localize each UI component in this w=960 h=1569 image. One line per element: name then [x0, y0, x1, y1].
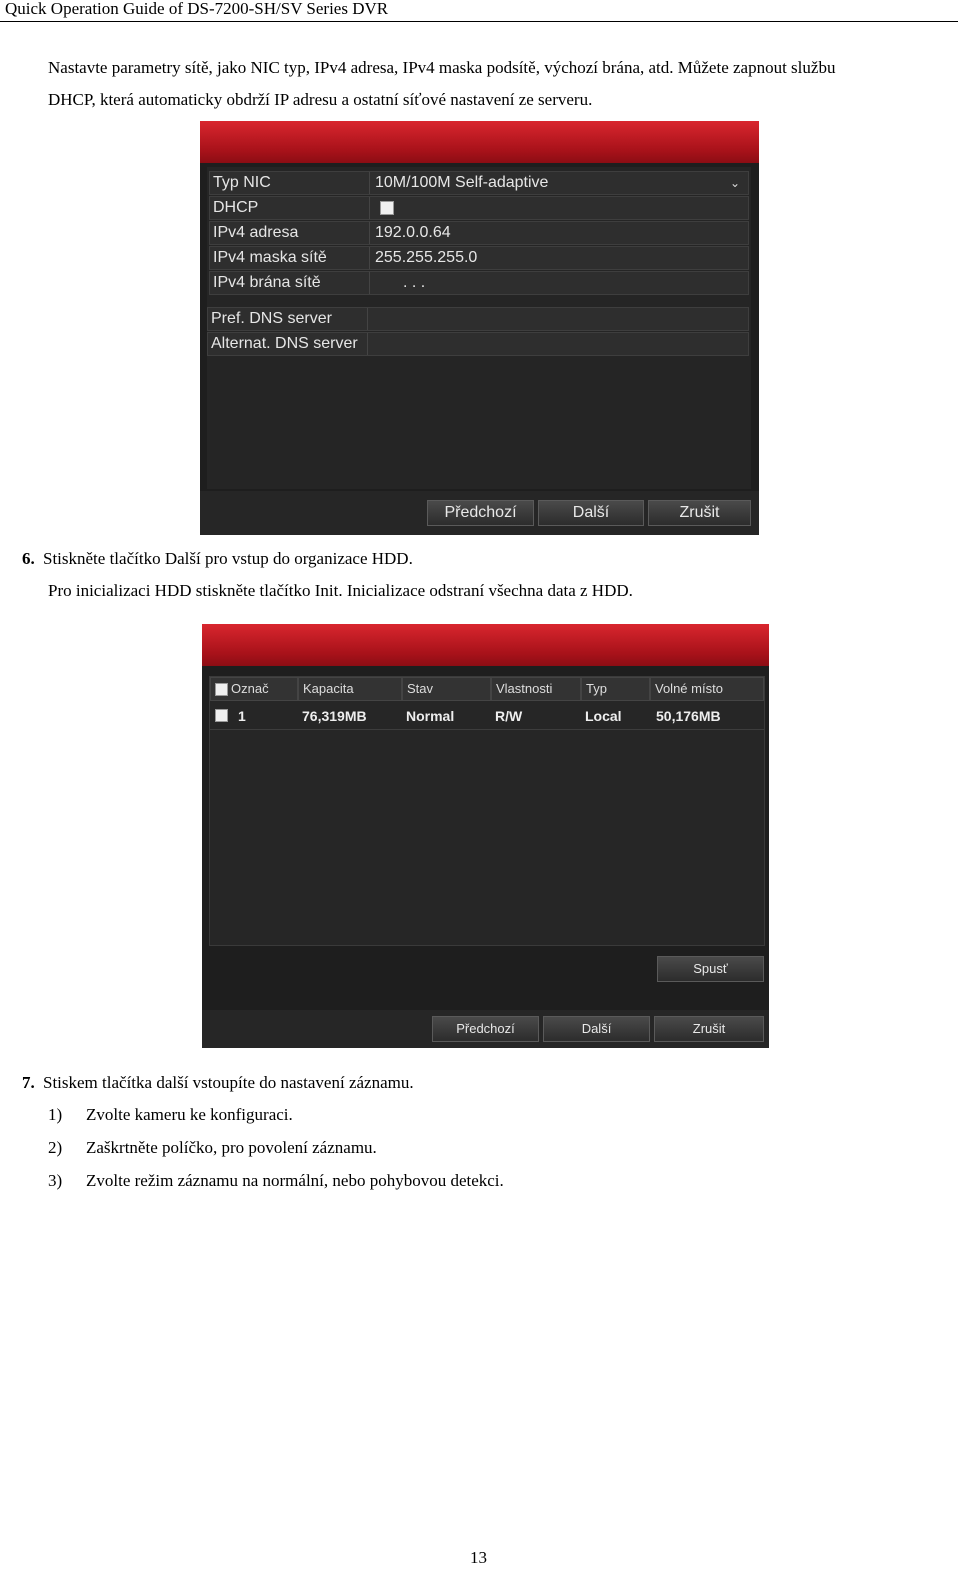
- header-title: Quick Operation Guide of DS-7200-SH/SV Series DVR: [5, 0, 389, 18]
- dhcp-label: DHCP: [210, 197, 370, 219]
- pref-dns-label: Pref. DNS server: [208, 308, 368, 330]
- dhcp-checkbox[interactable]: [380, 201, 394, 215]
- list-item: 1) Zvolte kameru ke konfiguraci.: [48, 1105, 293, 1124]
- list-item: 2) Zaškrtněte políčko, pro povolení záznamu.: [48, 1138, 377, 1157]
- step-6-text: Stiskněte tlačítko Další pro vstup do organizace HDD.: [43, 549, 413, 568]
- pref-dns-row[interactable]: [207, 307, 749, 331]
- column-header-status: Stav: [402, 677, 491, 701]
- init-button[interactable]: Spusť: [657, 956, 764, 982]
- page-header: [0, 0, 958, 22]
- ipv4-mask-row[interactable]: [209, 246, 749, 270]
- hdd-row-checkbox[interactable]: [215, 709, 228, 722]
- step-6: [22, 549, 413, 569]
- alt-dns-field[interactable]: [371, 333, 748, 355]
- next-button[interactable]: Další: [538, 500, 644, 526]
- panel-title-bar: [200, 121, 759, 163]
- next-button[interactable]: Další: [543, 1016, 650, 1042]
- dhcp-row: [209, 196, 749, 220]
- hdd-status: Normal: [406, 708, 455, 724]
- pref-dns-field[interactable]: [371, 308, 748, 330]
- list-item: 3) Zvolte režim záznamu na normální, nebo pohybovou detekci.: [48, 1171, 504, 1190]
- step-6-line-2: Pro inicializaci HDD stiskněte tlačítko Init. Inicializace odstraní všechna data z HDD.: [48, 581, 633, 600]
- select-all-checkbox[interactable]: [215, 683, 228, 696]
- ipv4-gateway-field[interactable]: . . .: [403, 274, 426, 291]
- intro-line-2: DHCP, která automaticky obdrží IP adresu a ostatní síťové nastavení ze serveru.: [48, 90, 593, 109]
- hdd-free-space: 50,176MB: [656, 708, 721, 724]
- ipv4-mask-field[interactable]: 255.255.255.0: [375, 249, 478, 266]
- hdd-management-panel: [202, 624, 769, 1048]
- chevron-down-icon: ⌄: [729, 176, 740, 190]
- ipv4-gateway-row[interactable]: [209, 271, 749, 295]
- intro-line-1: Nastavte parametry sítě, jako NIC typ, IPv4 adresa, IPv4 maska podsítě, výchozí brána, atd. Můžete zapnout službu: [48, 58, 836, 77]
- nic-type-row[interactable]: [209, 171, 749, 195]
- panel-title-bar: [202, 624, 769, 666]
- prev-button[interactable]: Předchozí: [432, 1016, 539, 1042]
- hdd-id: 1: [238, 708, 246, 724]
- nic-type-label: Typ NIC: [210, 172, 370, 194]
- hdd-capacity: 76,319MB: [302, 708, 367, 724]
- hdd-table: [209, 676, 765, 946]
- column-header-free-space: Volné místo: [650, 677, 764, 701]
- ipv4-address-field[interactable]: 192.0.0.64: [375, 224, 451, 241]
- page-number: 13: [470, 1548, 487, 1567]
- hdd-table-header: [210, 677, 764, 701]
- ipv4-mask-label: IPv4 maska sítě: [210, 247, 370, 269]
- cancel-button[interactable]: Zrušit: [654, 1016, 764, 1042]
- network-settings-panel: [200, 121, 759, 535]
- nic-type-value: 10M/100M Self-adaptive: [375, 174, 549, 191]
- column-header-property: Vlastnosti: [491, 677, 581, 701]
- network-form: [207, 167, 751, 489]
- hdd-property: R/W: [495, 708, 523, 724]
- column-header-select[interactable]: Označ: [210, 677, 298, 701]
- cancel-button[interactable]: Zrušit: [648, 500, 751, 526]
- column-header-type: Typ: [581, 677, 650, 701]
- nic-type-select[interactable]: [373, 172, 748, 194]
- step-7-number: 7.: [22, 1073, 35, 1092]
- hdd-type: Local: [585, 708, 622, 724]
- ipv4-gateway-label: IPv4 brána sítě: [210, 272, 370, 294]
- panel-button-bar: [200, 491, 759, 535]
- step-7: [22, 1073, 414, 1093]
- ipv4-address-label: IPv4 adresa: [210, 222, 370, 244]
- prev-button[interactable]: Předchozí: [427, 500, 534, 526]
- alt-dns-label: Alternat. DNS server: [208, 333, 368, 355]
- column-header-capacity: Kapacita: [298, 677, 402, 701]
- step-7-text: Stiskem tlačítka další vstoupíte do nastavení záznamu.: [43, 1073, 414, 1092]
- step-6-number: 6.: [22, 549, 35, 568]
- alt-dns-row[interactable]: [207, 332, 749, 356]
- panel-button-bar: [202, 1010, 769, 1048]
- ipv4-address-row[interactable]: [209, 221, 749, 245]
- table-row[interactable]: [210, 703, 764, 730]
